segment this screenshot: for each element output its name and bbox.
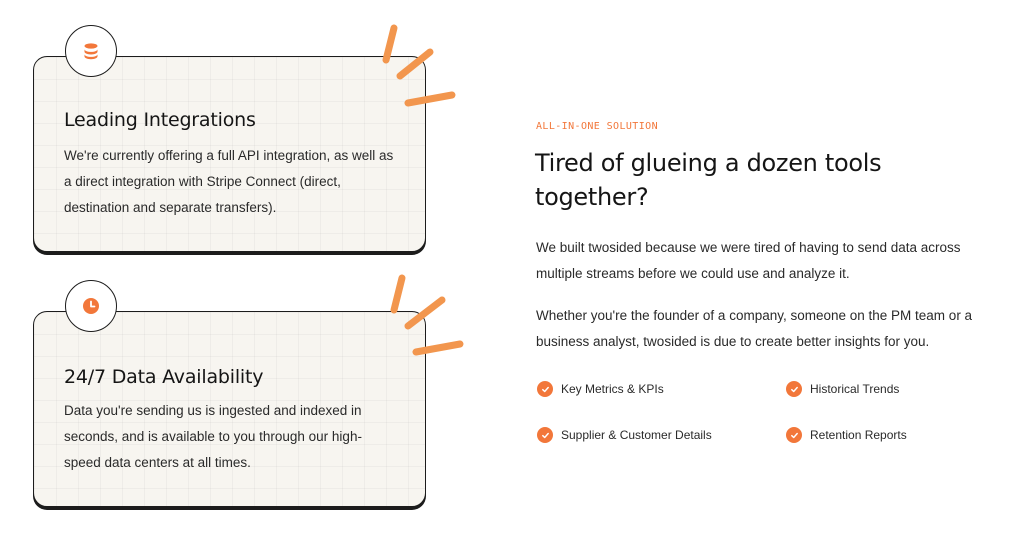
- feature-list-item: [537, 427, 712, 443]
- feature-card-availability: [33, 311, 426, 507]
- check-circle-icon: [537, 381, 553, 397]
- check-circle-icon: [786, 427, 802, 443]
- section-paragraph: Whether you're the founder of a company, someone on the PM team or a business analyst, twosided is due to create better insights for you.: [536, 308, 973, 349]
- feature-label: Retention Reports: [810, 428, 907, 442]
- section-paragraph: We built twosided because we were tired of having to send data across multiple streams before we could use and analyze it.: [536, 240, 961, 281]
- check-circle-icon: [537, 427, 553, 443]
- feature-label: Historical Trends: [810, 382, 900, 396]
- clock-icon: [81, 296, 101, 316]
- check-circle-icon: [786, 381, 802, 397]
- card-description: We're currently offering a full API integration, as well as a direct integration with Stripe Connect (direct, destination and separate transfers).: [64, 148, 394, 215]
- card-description: Data you're sending us is ingested and indexed in seconds, and is available to you through our high-speed data centers at all times.: [64, 403, 362, 470]
- card-title: 24/7 Data Availability: [64, 366, 264, 388]
- sparkle-decoration: [382, 270, 468, 360]
- feature-list-item: [786, 381, 899, 397]
- card-icon-badge: [65, 280, 117, 332]
- database-icon: [81, 41, 101, 61]
- feature-label: Key Metrics & KPIs: [561, 382, 664, 396]
- card-icon-badge: [65, 25, 117, 77]
- feature-list-item: [786, 427, 907, 443]
- feature-label: Supplier & Customer Details: [561, 428, 712, 442]
- feature-list-item: [537, 381, 664, 397]
- sparkle-decoration: [374, 20, 460, 110]
- feature-card-integrations: [33, 56, 426, 252]
- section-eyebrow: ALL-IN-ONE SOLUTION: [536, 121, 658, 132]
- card-title: Leading Integrations: [64, 109, 256, 131]
- section-headline: Tired of glueing a dozen tools together?: [535, 149, 882, 211]
